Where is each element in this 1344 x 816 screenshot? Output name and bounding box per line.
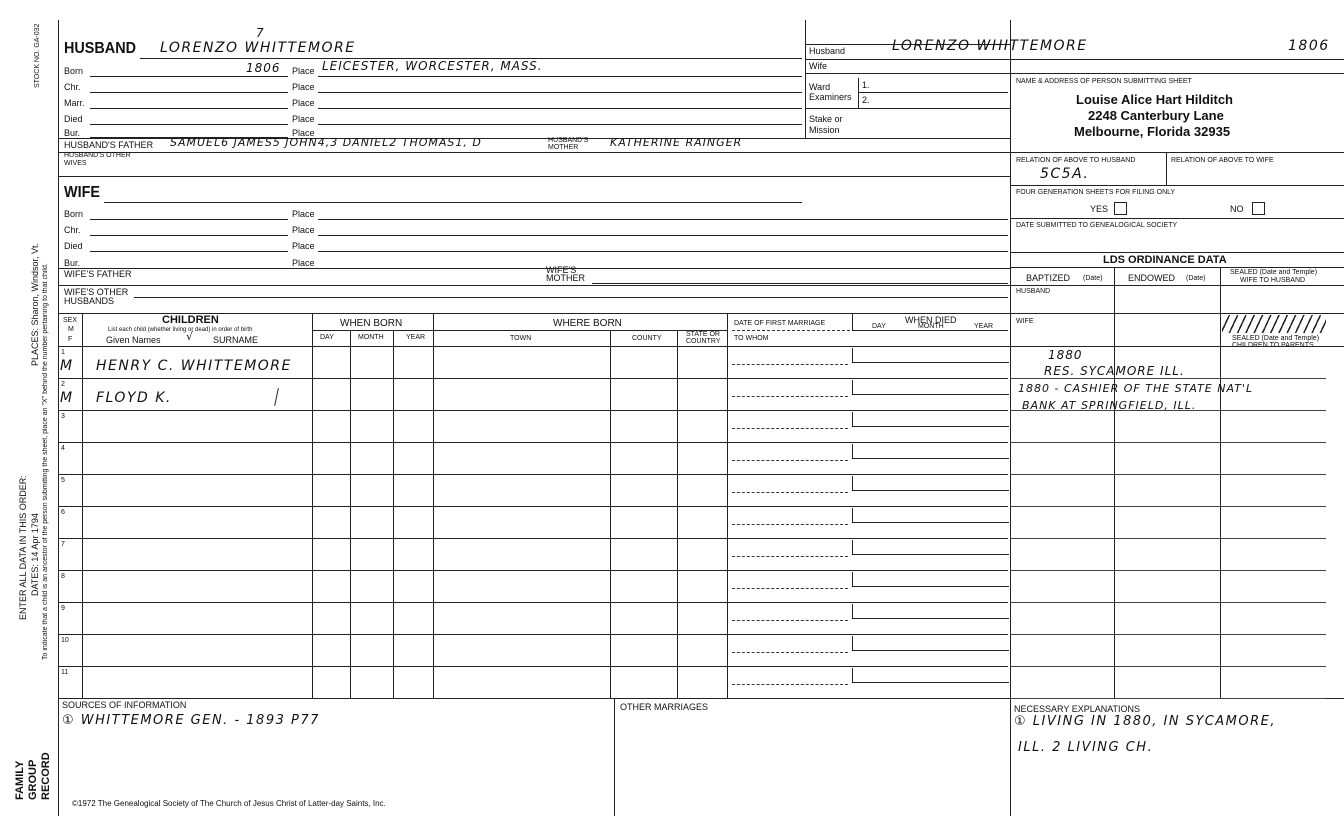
no-label: NO	[1230, 204, 1244, 214]
examiner-2: 2.	[862, 95, 870, 105]
header-husband-label: Husband	[809, 46, 846, 56]
submitter-name: Louise Alice Hart Hilditch	[1076, 92, 1233, 107]
baptized-label: BAPTIZED	[1026, 273, 1071, 283]
where-born-label: WHERE BORN	[553, 318, 622, 329]
examiners-label: Examiners	[809, 92, 852, 102]
row-child-name: FLOYD K.	[96, 390, 172, 406]
husband-mother-label: HUSBAND'S MOTHER	[548, 137, 589, 151]
hatched-box	[1222, 315, 1326, 333]
row-number: 6	[61, 509, 65, 516]
header-wife-label: Wife	[809, 61, 827, 71]
explanation-2: ILL. 2 LIVING CH.	[1018, 740, 1154, 755]
row-number: 9	[61, 605, 65, 612]
husband-father-label: HUSBAND'S FATHER	[64, 140, 154, 150]
row-child-name: HENRY C. WHITTEMORE	[96, 358, 292, 374]
given-names-label: Given Names	[106, 335, 161, 345]
row-number: 2	[61, 381, 65, 388]
husband-born-place-label: Place	[292, 66, 315, 76]
header-husband-name: LORENZO WHITTEMORE	[892, 38, 1088, 54]
examiner-1: 1.	[862, 80, 870, 90]
sealed-wife-label-2: WIFE TO HUSBAND	[1240, 277, 1306, 284]
when-born-label: WHEN BORN	[340, 318, 403, 329]
record-title-3: RECORD	[40, 752, 52, 800]
husband-chr-label: Chr.	[64, 82, 81, 92]
children-heading: CHILDREN	[162, 314, 219, 326]
husband-mark: 7	[256, 26, 265, 40]
lds-wife-label: WIFE	[1016, 318, 1034, 325]
surname-label: SURNAME	[213, 335, 259, 345]
sealed-children-label-2: CHILDREN TO PARENTS	[1232, 342, 1314, 349]
row-number: 4	[61, 445, 65, 452]
other-marriages-label: OTHER MARRIAGES	[620, 702, 709, 712]
children-sub: List each child (whether living or dead) in order of birth	[108, 327, 253, 333]
row-sex: M	[60, 358, 74, 374]
husband-bur-label: Bur.	[64, 128, 81, 138]
sources-value: ① WHITTEMORE GEN. - 1893 P77	[62, 713, 320, 728]
lds-note-4: BANK AT SPRINGFIELD, ILL.	[1022, 399, 1197, 412]
wife-father-label: WIFE'S FATHER	[64, 269, 132, 279]
record-title-2: GROUP	[27, 759, 39, 800]
stake-label: Stake or	[809, 114, 843, 124]
places-note: PLACES: Sharon, Windsor, Vt.	[30, 242, 40, 366]
four-gen-label: FOUR GENERATION SHEETS FOR FILING ONLY	[1016, 189, 1176, 196]
yes-checkbox[interactable]	[1114, 202, 1127, 215]
row-number: 3	[61, 413, 65, 420]
husband-name: LORENZO WHITTEMORE	[160, 40, 356, 56]
first-marriage-label: DATE OF FIRST MARRIAGE	[734, 320, 826, 327]
sealed-wife-label-1: SEALED (Date and Temple)	[1230, 269, 1318, 276]
husband-born-date: 1806	[246, 61, 281, 75]
submitter-label: NAME & ADDRESS OF PERSON SUBMITTING SHEET	[1016, 78, 1192, 85]
row-number: 10	[61, 637, 69, 644]
endowed-label: ENDOWED	[1128, 273, 1175, 283]
submitter-street: 2248 Canterbury Lane	[1088, 108, 1224, 123]
row-number: 5	[61, 477, 65, 484]
husband-mother: KATHERINE RAINGER	[610, 136, 743, 149]
row-number: 1	[61, 349, 65, 356]
lds-husband-label: HUSBAND	[1016, 288, 1051, 295]
husband-other-wives-label: HUSBAND'S OTHER WIVES	[64, 152, 131, 167]
relation-husband-value: 5C5A.	[1040, 166, 1090, 182]
copyright: ©1972 The Genealogical Society of The Church of Jesus Christ of Latter-day Saints, Inc.	[72, 799, 386, 808]
husband-died-label: Died	[64, 114, 83, 124]
wife-mother-label: WIFE'S MOTHER	[546, 265, 585, 283]
explanations-label: NECESSARY EXPLANATIONS	[1014, 704, 1141, 714]
husband-born-place: LEICESTER, WORCESTER, MASS.	[322, 59, 543, 73]
enter-all-note: ENTER ALL DATA IN THIS ORDER:	[18, 475, 28, 620]
record-title-1: FAMILY	[14, 760, 26, 800]
lds-note-3: 1880 - CASHIER OF THE STATE NAT'L	[1018, 382, 1254, 395]
no-checkbox[interactable]	[1252, 202, 1265, 215]
yes-label: YES	[1090, 204, 1109, 214]
row-number: 7	[61, 541, 65, 548]
sex-label: SEX	[63, 317, 78, 324]
ancestor-note: To indicate that a child is an ancestor of the person submitting the sheet, place an "X" behind the number pertaining to that child.	[42, 263, 49, 660]
lds-title: LDS ORDINANCE DATA	[1103, 254, 1227, 266]
row-sex: M	[60, 390, 74, 406]
submitter-city: Melbourne, Florida 32935	[1074, 124, 1231, 139]
lds-note-2: RES. SYCAMORE ILL.	[1044, 364, 1185, 378]
dates-note: DATES: 14 Apr 1794	[30, 513, 40, 596]
ward-label: Ward	[809, 82, 831, 92]
wife-other-husbands-label: WIFE'S OTHER HUSBANDS	[64, 287, 129, 306]
stock-number: STOCK NO. GA-032	[34, 23, 41, 88]
lds-note-1: 1880	[1048, 348, 1083, 362]
row-number: 8	[61, 573, 65, 580]
explanation-1: ① LIVING IN 1880, IN SYCAMORE,	[1014, 714, 1277, 729]
husband-father: SAMUEL6 JAMES5 JOHN4,3 DANIEL2 THOMAS1, D	[170, 136, 482, 149]
when-died-label: WHEN DIED	[905, 315, 957, 325]
relation-husband-label: RELATION OF ABOVE TO HUSBAND	[1016, 157, 1136, 164]
header-husband-year: 1806	[1288, 38, 1330, 54]
husband-heading: HUSBAND	[64, 40, 136, 57]
wife-heading: WIFE	[64, 184, 100, 201]
husband-born-label: Born	[64, 66, 84, 76]
husband-marr-label: Marr.	[64, 98, 85, 108]
sources-label: SOURCES OF INFORMATION	[62, 700, 187, 710]
row-number: 11	[61, 669, 69, 676]
sealed-children-label-1: SEALED (Date and Temple)	[1232, 335, 1320, 342]
mission-label: Mission	[809, 125, 840, 135]
relation-wife-label: RELATION OF ABOVE TO WIFE	[1171, 157, 1274, 164]
date-submitted-label: DATE SUBMITTED TO GENEALOGICAL SOCIETY	[1016, 222, 1178, 229]
